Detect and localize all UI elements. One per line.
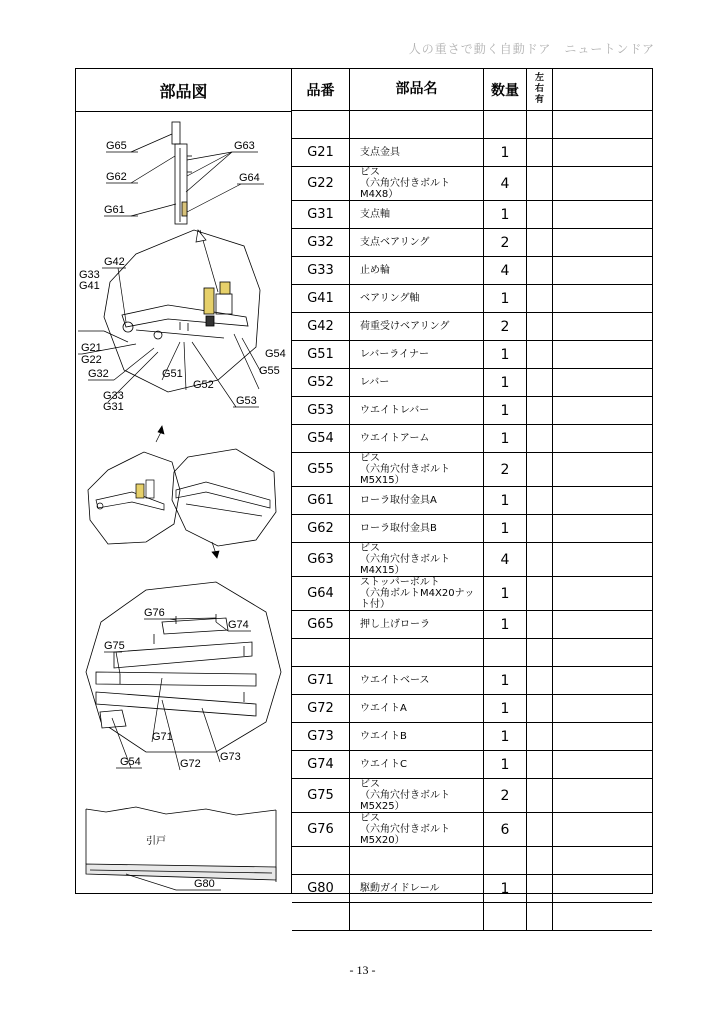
part-name-detail: （六角穴付きボルトM5X20） [360,824,450,846]
part-name-main: ビス [360,453,380,464]
part-code [292,639,350,667]
part-code: G65 [292,611,350,639]
part-code: G75 [292,779,350,813]
part-left-right [527,543,553,577]
part-name [350,201,484,229]
label-g63: G63 [234,140,255,152]
part-left-right [527,201,553,229]
table-row [292,257,652,285]
part-code: G72 [292,695,350,723]
part-quantity: 4 [484,167,527,201]
part-code: G63 [292,543,350,577]
table-row [292,487,652,515]
part-code: G64 [292,577,350,611]
header-code: 品番 [292,69,350,111]
part-name-main: 押し上げローラ [360,619,430,630]
part-name [350,723,484,751]
table-row [292,667,652,695]
part-quantity: 1 [484,425,527,453]
part-name [350,875,484,903]
header-qty: 数量 [484,69,527,111]
part-left-right [527,847,553,875]
part-extra [553,577,653,611]
part-quantity: 1 [484,397,527,425]
part-extra [553,369,653,397]
lever-assembly-drawing [122,282,248,339]
part-quantity: 1 [484,577,527,611]
part-extra [553,875,653,903]
part-left-right [527,723,553,751]
part-name-detail: （六角穴付きボルトM5X15） [360,464,450,486]
part-code: G61 [292,487,350,515]
part-left-right [527,875,553,903]
part-code: G42 [292,313,350,341]
part-quantity: 1 [484,201,527,229]
part-quantity: 1 [484,369,527,397]
part-quantity: 2 [484,779,527,813]
part-extra [553,751,653,779]
label-g80: G80 [194,878,215,890]
part-extra [553,695,653,723]
part-name-main: ビス [360,167,380,178]
header-extra [553,69,653,111]
label-g22: G22 [81,354,102,366]
part-quantity: 4 [484,257,527,285]
part-code: G53 [292,397,350,425]
table-row [292,723,652,751]
part-name [350,779,484,813]
part-quantity: 1 [484,723,527,751]
part-name [350,515,484,543]
part-left-right [527,313,553,341]
table-row [292,313,652,341]
part-extra [553,229,653,257]
header-name: 部品名 [350,69,484,111]
part-extra [553,667,653,695]
part-name-detail: （六角穴付きボルトM4X15） [360,554,450,576]
part-left-right [527,813,553,847]
part-left-right [527,453,553,487]
label-g73: G73 [220,751,241,763]
table-row [292,369,652,397]
part-code: G74 [292,751,350,779]
table-row [292,111,652,139]
part-quantity: 2 [484,453,527,487]
part-extra [553,397,653,425]
part-quantity: 1 [484,611,527,639]
part-code: G55 [292,453,350,487]
part-name [350,285,484,313]
table-row [292,577,652,611]
part-left-right [527,515,553,543]
part-name [350,543,484,577]
part-code: G52 [292,369,350,397]
part-name-detail: （六角穴付きボルトM5X25） [360,790,450,812]
part-left-right [527,341,553,369]
label-g61: G61 [104,204,125,216]
part-extra [553,201,653,229]
part-name [350,453,484,487]
table-row [292,139,652,167]
label-g76: G76 [144,607,165,619]
diagram-column-heading: 部品図 [76,69,291,112]
parts-list-frame [75,68,653,897]
table-row [292,903,652,931]
table-row [292,751,652,779]
preview-lever-drawing [96,480,164,510]
table-row [292,167,652,201]
part-left-right [527,779,553,813]
table-row [292,813,652,847]
table-row [292,453,652,487]
table-row [292,201,652,229]
part-name [350,139,484,167]
part-quantity: 1 [484,667,527,695]
part-extra [553,111,653,139]
part-left-right [527,397,553,425]
part-name-main: ビス [360,813,380,824]
part-name-main: 支点軸 [360,209,390,220]
part-code: G76 [292,813,350,847]
part-name-main: ウエイトC [360,759,407,770]
label-g54-weight: G54 [120,756,141,768]
part-extra [553,257,653,285]
part-name [350,813,484,847]
label-g52: G52 [193,379,214,391]
part-extra [553,847,653,875]
label-g42: G42 [104,256,125,268]
part-left-right [527,577,553,611]
part-extra [553,611,653,639]
label-g32: G32 [88,368,109,380]
part-name [350,611,484,639]
guide-rail-drawing [86,807,276,882]
table-row [292,875,652,903]
label-g54: G54 [265,348,286,360]
part-quantity [484,639,527,667]
pointer-arrow [196,230,218,292]
part-quantity: 4 [484,543,527,577]
label-sliding-door: 引戸 [146,836,166,847]
part-extra [553,723,653,751]
label-g72: G72 [180,758,201,770]
document-header: 人の重さで動く自動ドア ニュートンドア [408,42,655,56]
part-extra [553,425,653,453]
part-left-right [527,425,553,453]
label-g62: G62 [106,171,127,183]
part-extra [553,453,653,487]
part-name-detail: （六角ボルトM4X20ナット付） [360,588,475,610]
part-name-main: レバーライナー [360,349,429,360]
part-name [350,487,484,515]
part-name-main: ベアリング軸 [360,293,420,304]
part-quantity: 1 [484,515,527,543]
table-row [292,543,652,577]
part-left-right [527,285,553,313]
part-name-detail: （六角穴付きボルトM4X8） [360,178,450,200]
table-row [292,515,652,543]
part-name-main: ウエイトアーム [360,433,430,444]
label-g51: G51 [162,368,183,380]
part-extra [553,543,653,577]
part-name-main: ビス [360,779,380,790]
label-g53: G53 [236,395,257,407]
part-left-right [527,111,553,139]
part-name-main: 駆動ガイドレール [360,883,440,894]
preview-weight-drawing [176,482,270,516]
part-name-main: ビス [360,543,380,554]
label-g41: G41 [79,280,100,292]
table-row [292,779,652,813]
part-name [350,369,484,397]
part-left-right [527,751,553,779]
diagram-column [76,69,292,893]
part-left-right [527,257,553,285]
part-left-right [527,167,553,201]
part-left-right [527,487,553,515]
part-quantity: 6 [484,813,527,847]
part-quantity [484,111,527,139]
table-row [292,695,652,723]
part-left-right [527,903,553,931]
part-name-main: 荷重受けベアリング [360,321,450,332]
label-g55: G55 [259,365,280,377]
part-name [350,229,484,257]
part-extra [553,341,653,369]
table-row [292,397,652,425]
left-preview-outline [88,452,180,544]
part-left-right [527,139,553,167]
part-code [292,847,350,875]
part-code: G71 [292,667,350,695]
parts-table [292,69,652,931]
table-row [292,847,652,875]
part-name-main: ウエイトレバー [360,405,430,416]
up-arrow [156,426,164,442]
table-row [292,285,652,313]
part-quantity: 1 [484,341,527,369]
part-name-main: ウエイトB [360,731,407,742]
part-quantity: 1 [484,695,527,723]
part-extra [553,903,653,931]
label-g31: G31 [103,401,124,413]
header-left-right [527,69,553,111]
part-name [350,111,484,139]
part-code [292,903,350,931]
part-name-main: 支点金具 [360,147,400,158]
part-left-right [527,695,553,723]
part-extra [553,639,653,667]
part-name-main: ローラ取付金具A [360,495,437,506]
header-left-right-char: 右 [534,84,544,94]
part-code: G80 [292,875,350,903]
label-g64: G64 [239,172,260,184]
part-code: G33 [292,257,350,285]
part-name [350,667,484,695]
part-name [350,903,484,931]
part-quantity: 1 [484,285,527,313]
label-g74: G74 [228,619,249,631]
part-quantity [484,847,527,875]
part-code: G62 [292,515,350,543]
part-left-right [527,611,553,639]
label-g21: G21 [81,342,102,354]
part-name [350,847,484,875]
label-g33-bottom: G33 [103,390,124,402]
part-name [350,167,484,201]
part-name [350,257,484,285]
part-name [350,751,484,779]
table-row [292,229,652,257]
part-left-right [527,229,553,257]
part-code: G54 [292,425,350,453]
part-left-right [527,639,553,667]
part-extra [553,487,653,515]
part-name-main: ストッパーボルト [360,577,440,588]
part-left-right [527,369,553,397]
label-g33-top: G33 [79,269,100,281]
part-code: G22 [292,167,350,201]
roller-assembly-drawing [172,122,192,224]
part-quantity: 2 [484,313,527,341]
part-name [350,639,484,667]
part-extra [553,139,653,167]
part-name [350,425,484,453]
part-name [350,397,484,425]
table-row [292,611,652,639]
part-quantity: 1 [484,875,527,903]
part-quantity: 1 [484,751,527,779]
part-name [350,577,484,611]
part-code: G73 [292,723,350,751]
part-code [292,111,350,139]
part-name-main: ローラ取付金具B [360,523,437,534]
part-extra [553,313,653,341]
part-name [350,313,484,341]
header-left-right-char: 有 [534,95,544,105]
parts-exploded-drawing [76,112,291,893]
part-quantity [484,903,527,931]
part-code: G41 [292,285,350,313]
part-name [350,695,484,723]
part-extra [553,779,653,813]
part-extra [553,167,653,201]
page-number: - 13 - [349,963,376,977]
part-extra [553,515,653,543]
parts-table-header [292,69,652,111]
part-quantity: 2 [484,229,527,257]
label-g75: G75 [104,640,125,652]
part-name-main: 支点ベアリング [360,237,430,248]
label-g71: G71 [152,731,173,743]
part-extra [553,813,653,847]
label-g65: G65 [106,140,127,152]
part-code: G31 [292,201,350,229]
part-name-main: 止め輪 [360,265,390,276]
header-left-right-char: 左 [534,73,544,83]
part-quantity: 1 [484,487,527,515]
part-extra [553,285,653,313]
part-code: G32 [292,229,350,257]
part-code: G21 [292,139,350,167]
table-row [292,425,652,453]
part-name [350,341,484,369]
part-quantity: 1 [484,139,527,167]
part-name-main: ウエイトベース [360,675,430,686]
table-row [292,639,652,667]
part-code: G51 [292,341,350,369]
part-name-main: ウエイトA [360,703,407,714]
table-row [292,341,652,369]
part-name-main: レバー [360,377,390,388]
part-left-right [527,667,553,695]
